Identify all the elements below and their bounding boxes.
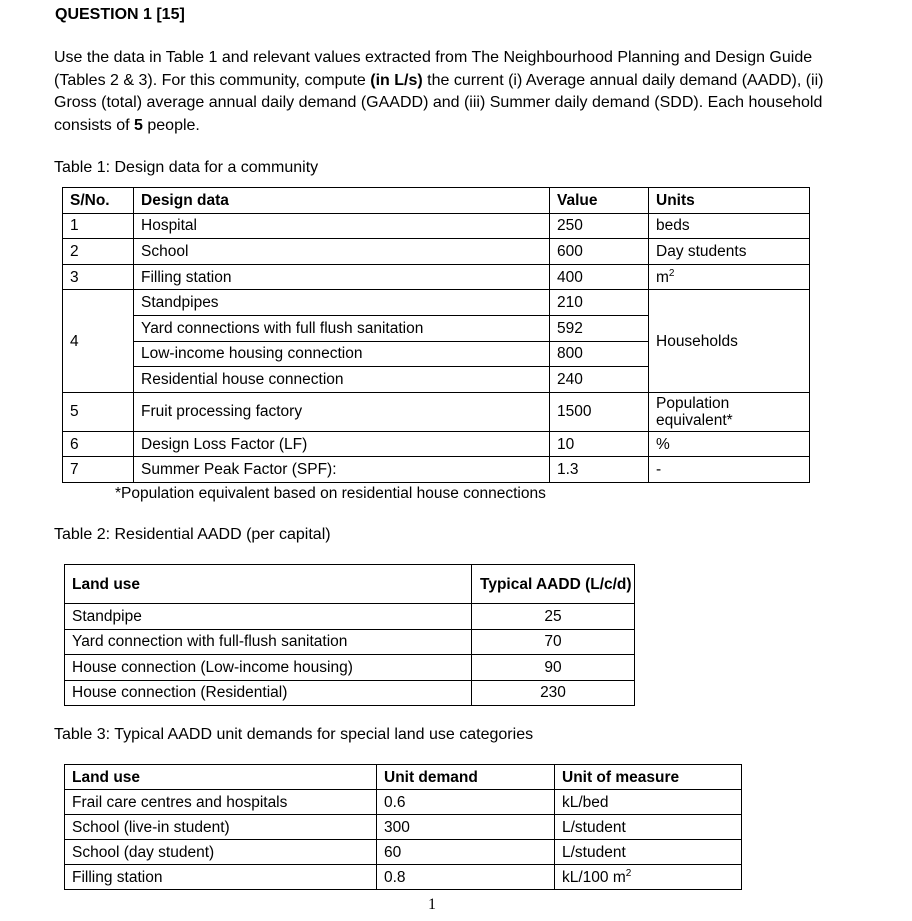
table2-caption: Table 2: Residential AADD (per capital) — [54, 526, 331, 543]
header-unit-demand: Unit demand — [377, 765, 555, 790]
table-row — [63, 457, 810, 483]
cell-item: Filling station — [134, 264, 550, 290]
cell-item: Residential house connection — [134, 367, 550, 393]
table-header-row — [65, 565, 635, 604]
cell-land-use: House connection (Low-income housing) — [65, 655, 472, 681]
measure-text: kL/100 m — [562, 868, 626, 886]
intro-text-2: the current (i) Average annual daily demand (AADD), (ii) Gross (total) average annual daily demand (GAADD) and (iii) Summer daily demand (SDD). Each household consists of — [54, 71, 824, 134]
table-row — [63, 264, 810, 290]
header-sno: S/No. — [63, 188, 134, 214]
table1-footnote: *Population equivalent based on residential house connections — [115, 485, 546, 502]
header-units: Units — [649, 188, 810, 214]
cell-demand: 0.8 — [377, 865, 555, 890]
cell-measure — [555, 865, 742, 890]
cell-value: 250 — [550, 213, 649, 239]
cell-sno: 2 — [63, 239, 134, 265]
cell-unit: Population equivalent* — [649, 392, 810, 431]
cell-item: Summer Peak Factor (SPF): — [134, 457, 550, 483]
table-row — [65, 629, 635, 655]
unit-text: m — [656, 268, 669, 286]
table-row — [65, 865, 742, 890]
cell-value: 1.3 — [550, 457, 649, 483]
cell-land-use: House connection (Residential) — [65, 680, 472, 706]
cell-aadd: 230 — [472, 680, 635, 706]
question-intro — [54, 47, 824, 137]
table-row — [63, 239, 810, 265]
cell-item: Yard connections with full flush sanitation — [134, 315, 550, 341]
cell-land-use: Frail care centres and hospitals — [65, 790, 377, 815]
table-row — [65, 840, 742, 865]
cell-sno: 3 — [63, 264, 134, 290]
cell-demand: 300 — [377, 815, 555, 840]
cell-demand: 60 — [377, 840, 555, 865]
cell-sno: 1 — [63, 213, 134, 239]
cell-value: 800 — [550, 341, 649, 367]
cell-land-use: School (day student) — [65, 840, 377, 865]
cell-value: 592 — [550, 315, 649, 341]
measure-superscript: 2 — [625, 867, 632, 879]
table-row — [65, 604, 635, 630]
cell-unit: beds — [649, 213, 810, 239]
header-land-use: Land use — [65, 765, 377, 790]
table3-caption: Table 3: Typical AADD unit demands for special land use categories — [54, 726, 534, 743]
cell-value: 210 — [550, 290, 649, 316]
question-title: QUESTION 1 [15] — [55, 6, 185, 23]
cell-land-use: School (live-in student) — [65, 815, 377, 840]
table-row — [65, 680, 635, 706]
intro-text-3: people. — [142, 116, 200, 134]
cell-aadd: 70 — [472, 629, 635, 655]
cell-measure: L/student — [555, 840, 742, 865]
cell-land-use: Yard connection with full-flush sanitation — [65, 629, 472, 655]
cell-item: School — [134, 239, 550, 265]
cell-value: 240 — [550, 367, 649, 393]
cell-item: Standpipes — [134, 290, 550, 316]
cell-sno: 4 — [63, 290, 134, 392]
cell-value: 1500 — [550, 392, 649, 431]
cell-value: 400 — [550, 264, 649, 290]
cell-value: 600 — [550, 239, 649, 265]
header-design-data: Design data — [134, 188, 550, 214]
cell-item: Low-income housing connection — [134, 341, 550, 367]
cell-aadd: 25 — [472, 604, 635, 630]
cell-land-use: Filling station — [65, 865, 377, 890]
table-row — [63, 431, 810, 457]
table-row — [65, 655, 635, 681]
table-header-row — [65, 765, 742, 790]
residential-aadd-table — [64, 564, 635, 706]
table-row — [63, 290, 810, 316]
intro-bold-units: (in L/s) — [370, 71, 423, 89]
cell-item: Hospital — [134, 213, 550, 239]
header-unit-of-measure: Unit of measure — [555, 765, 742, 790]
table1-caption: Table 1: Design data for a community — [54, 159, 319, 176]
page-number: 1 — [428, 896, 436, 913]
header-land-use: Land use — [65, 565, 472, 604]
cell-land-use: Standpipe — [65, 604, 472, 630]
cell-unit: Day students — [649, 239, 810, 265]
unit-superscript: 2 — [668, 267, 675, 279]
cell-unit — [649, 264, 810, 290]
special-land-use-table — [64, 764, 742, 890]
cell-item: Design Loss Factor (LF) — [134, 431, 550, 457]
table-row — [65, 815, 742, 840]
cell-measure: kL/bed — [555, 790, 742, 815]
table-row — [65, 790, 742, 815]
cell-measure: L/student — [555, 815, 742, 840]
cell-unit: - — [649, 457, 810, 483]
table-header-row — [63, 188, 810, 214]
cell-sno: 6 — [63, 431, 134, 457]
cell-demand: 0.6 — [377, 790, 555, 815]
table-row — [63, 213, 810, 239]
table-row — [63, 392, 810, 431]
cell-item: Fruit processing factory — [134, 392, 550, 431]
cell-unit: % — [649, 431, 810, 457]
cell-unit: Households — [649, 290, 810, 392]
intro-text-1: Use the data in Table 1 and relevant values extracted from The Neighbourhood Planning and Design Guide (Tables 2 & 3). For this community, compute — [54, 49, 813, 89]
header-typical-aadd: Typical AADD (L/c/d) — [472, 565, 635, 604]
design-data-table — [62, 187, 810, 483]
cell-sno: 5 — [63, 392, 134, 431]
cell-value: 10 — [550, 431, 649, 457]
cell-aadd: 90 — [472, 655, 635, 681]
cell-sno: 7 — [63, 457, 134, 483]
header-value: Value — [550, 188, 649, 214]
intro-bold-people: 5 — [134, 116, 143, 134]
